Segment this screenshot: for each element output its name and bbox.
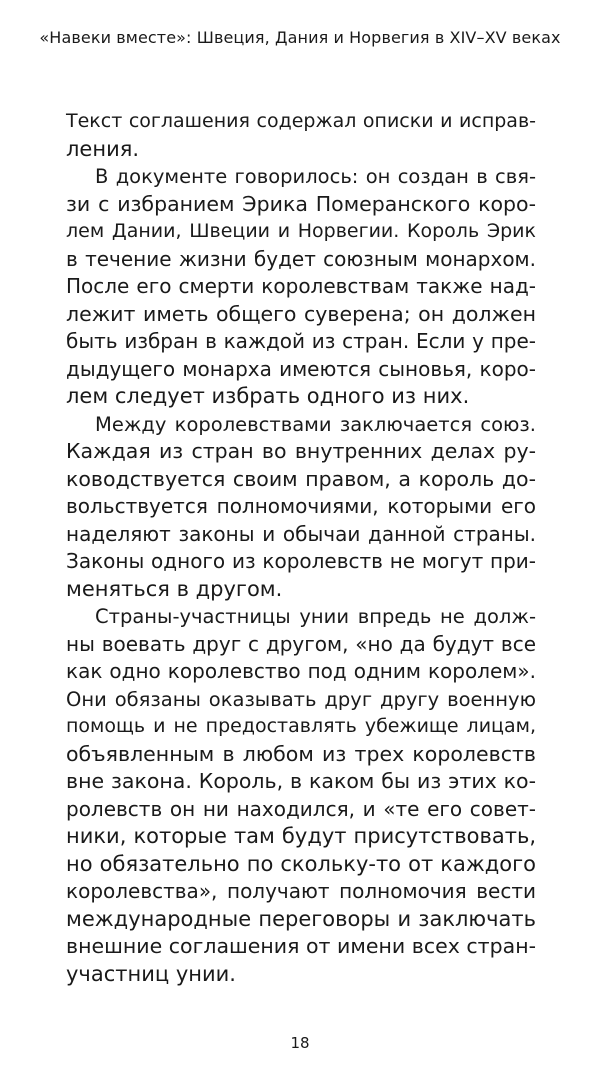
body-text — [66, 108, 536, 988]
text-line: ролевств он ни находился, и «те его совет- — [66, 796, 536, 821]
text-line: Текст соглашения содержал описки и исправ- — [66, 110, 536, 132]
text-line: международные переговоры и заключать — [66, 906, 536, 931]
text-line: ники, которые там будут присутствовать, — [66, 824, 536, 848]
text-line: внешние соглашения от имени всех стран- — [66, 934, 536, 958]
text-line: зи с избранием Эрика Померанского коро- — [66, 191, 536, 216]
text-line: быть избран в каждой из стран. Если у пре- — [66, 329, 536, 353]
text-line: но обязательно по скольку-то от каждого — [66, 851, 536, 876]
text-line: вне закона. Король, в каком бы из этих ко- — [66, 769, 536, 793]
text-line: лем Дании, Швеции и Норвегии. Король Эрик — [66, 220, 536, 242]
running-header: «Навеки вместе»: Швеция, Дания и Норвегия в XIV–XV веках — [39, 28, 561, 47]
text-line: Они обязаны оказывать друг другу военную — [66, 687, 536, 711]
text-line: дыдущего монарха имеются сыновья, коро- — [66, 356, 536, 381]
text-line: ления. — [66, 136, 140, 161]
page-number: 18 — [290, 1034, 310, 1052]
text-line: Законы одного из королевств не могут при- — [66, 549, 536, 573]
text-line: ководствуется своим правом, а король до- — [66, 466, 536, 491]
text-line: ны воевать друг с другом, «но да будут все — [66, 631, 536, 656]
text-line: вольствуется полномочиями, которыми его — [66, 494, 536, 518]
text-line: меняться в другом. — [66, 576, 283, 601]
paragraph-first-line: Между королевствами заключается союз. — [95, 412, 536, 436]
text-line: участниц унии. — [66, 961, 236, 986]
text-line: После его смерти королевствам также над- — [66, 274, 536, 298]
text-line: наделяют законы и обычаи данной страны. — [66, 521, 536, 546]
text-line: объявленным в любом из трех королевств — [66, 741, 536, 766]
text-line: лежит иметь общего суверена; он должен — [66, 301, 536, 326]
text-line: в течение жизни будет союзным монархом. — [66, 246, 536, 271]
text-line: помощь и не предоставлять убежище лицам, — [66, 715, 536, 737]
paragraph-first-line: Страны-участницы унии впредь не долж- — [95, 605, 536, 628]
text-line: лем следует избрать одного из них. — [66, 384, 470, 408]
text-line: Каждая из стран во внутренних делах ру- — [66, 439, 536, 463]
text-line: как одно королевство под одним королем». — [66, 659, 536, 683]
paragraph-first-line: В документе говорилось: он создан в свя- — [95, 165, 536, 188]
text-line: королевства», получают полномочия вести — [66, 879, 536, 903]
